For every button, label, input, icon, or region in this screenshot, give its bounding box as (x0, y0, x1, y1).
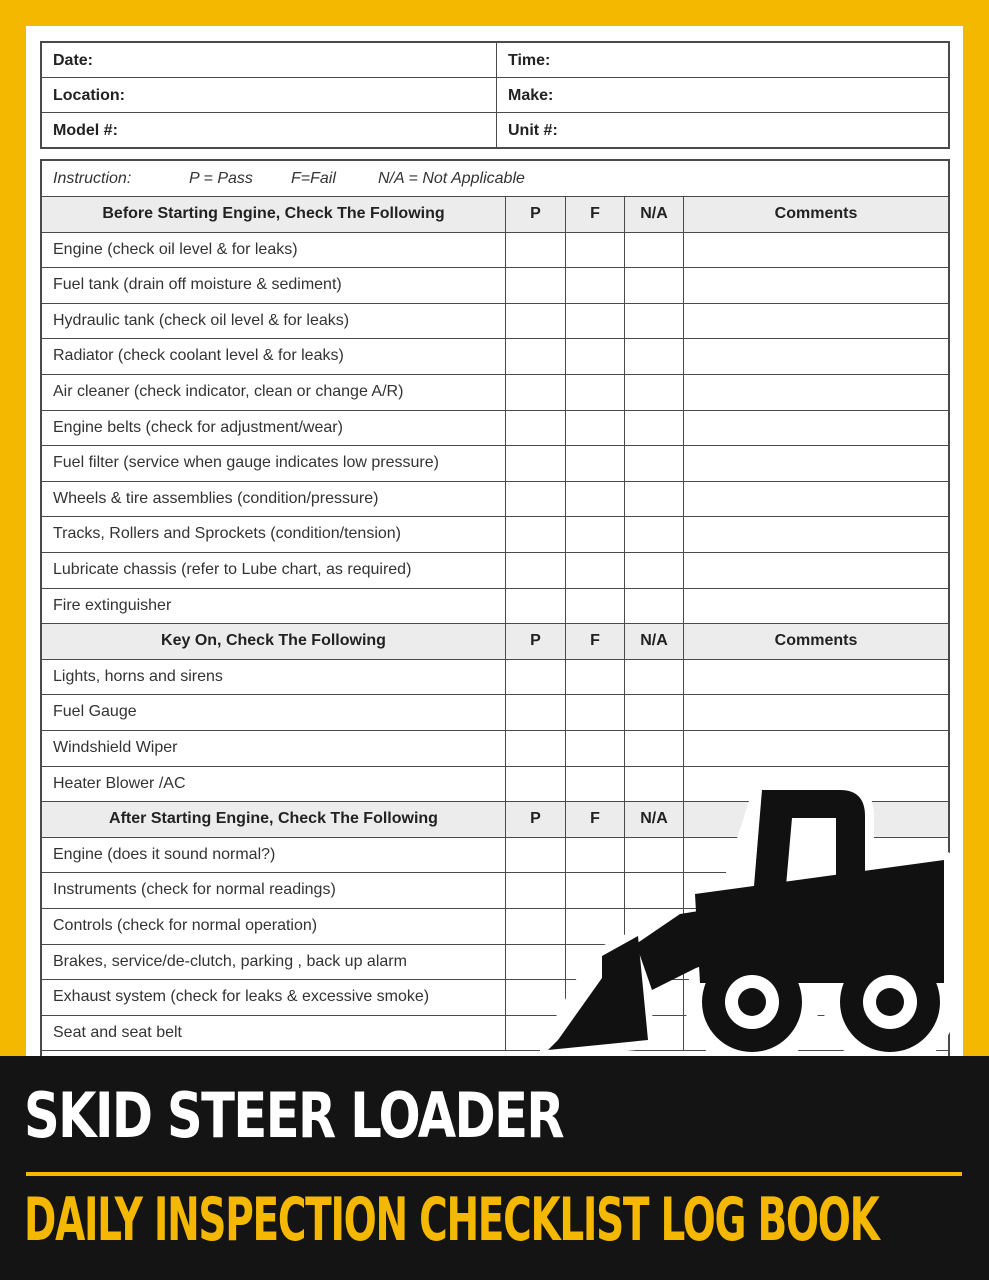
section-heading: Before Starting Engine, Check The Following (42, 197, 506, 232)
skid-steer-loader-icon (540, 778, 960, 1060)
book-title: SKID STEER LOADER (24, 1079, 563, 1152)
na-cell[interactable] (625, 233, 684, 268)
pass-cell[interactable] (506, 553, 566, 588)
checklist-row (42, 304, 948, 340)
check-item-label: Lights, horns and sirens (42, 660, 506, 695)
fail-cell[interactable] (566, 339, 625, 374)
instruction-na: N/A = Not Applicable (378, 170, 525, 187)
column-header-fail: F (566, 624, 625, 659)
comments-cell[interactable] (684, 411, 948, 446)
check-item-label: Brakes, service/de-clutch, parking , back up alarm (42, 945, 506, 980)
checklist-row (42, 339, 948, 375)
check-item-label: Tracks, Rollers and Sprockets (condition/tension) (42, 517, 506, 552)
instruction-row (42, 161, 948, 197)
fail-cell[interactable] (566, 482, 625, 517)
na-cell[interactable] (625, 731, 684, 766)
instruction-fail: F=Fail (291, 170, 336, 187)
fail-cell[interactable] (566, 660, 625, 695)
cover-banner (0, 1056, 989, 1280)
section-header (42, 197, 948, 233)
check-item-label: Radiator (check coolant level & for leaks) (42, 339, 506, 374)
checklist-row (42, 695, 948, 731)
check-item-label: Instruments (check for normal readings) (42, 873, 506, 908)
comments-cell[interactable] (684, 660, 948, 695)
fail-cell[interactable] (566, 375, 625, 410)
na-cell[interactable] (625, 339, 684, 374)
fail-cell[interactable] (566, 517, 625, 552)
check-item-label: Hydraulic tank (check oil level & for leaks) (42, 304, 506, 339)
section-header (42, 624, 948, 660)
check-item-label: Engine (check oil level & for leaks) (42, 233, 506, 268)
check-item-label: Fuel Gauge (42, 695, 506, 730)
model-field[interactable]: Model #: (42, 113, 497, 148)
column-header-comments: Comments (774, 632, 858, 650)
book-subtitle: DAILY INSPECTION CHECKLIST LOG BOOK (24, 1185, 879, 1255)
column-header-pass: P (506, 802, 566, 837)
pass-cell[interactable] (506, 589, 566, 624)
na-cell[interactable] (625, 553, 684, 588)
na-cell[interactable] (625, 695, 684, 730)
info-row-location (42, 78, 948, 113)
pass-cell[interactable] (506, 233, 566, 268)
check-item-label: Engine (does it sound normal?) (42, 838, 506, 873)
checklist-row (42, 553, 948, 589)
pass-cell[interactable] (506, 411, 566, 446)
pass-cell[interactable] (506, 268, 566, 303)
location-field[interactable]: Location: (42, 78, 497, 112)
info-row-model (42, 113, 948, 148)
column-header-pass: P (506, 197, 566, 232)
pass-cell[interactable] (506, 446, 566, 481)
na-cell[interactable] (625, 375, 684, 410)
comments-cell[interactable] (684, 446, 948, 481)
comments-cell[interactable] (684, 589, 948, 624)
instruction-pass: P = Pass (189, 170, 253, 187)
checklist-row (42, 411, 948, 447)
checklist-row (42, 375, 948, 411)
fail-cell[interactable] (566, 446, 625, 481)
fail-cell[interactable] (566, 233, 625, 268)
pass-cell[interactable] (506, 660, 566, 695)
pass-cell[interactable] (506, 482, 566, 517)
pass-cell[interactable] (506, 731, 566, 766)
date-field[interactable]: Date: (42, 43, 497, 77)
column-header-na: N/A (625, 197, 684, 232)
comments-cell[interactable] (684, 517, 948, 552)
column-header-na: N/A (625, 624, 684, 659)
column-header-fail: F (566, 802, 625, 837)
make-field[interactable]: Make: (508, 87, 554, 104)
title-divider (26, 1172, 962, 1176)
check-item-label: Fuel filter (service when gauge indicates low pressure) (42, 446, 506, 481)
check-item-label: Windshield Wiper (42, 731, 506, 766)
comments-cell[interactable] (684, 553, 948, 588)
comments-cell[interactable] (684, 268, 948, 303)
na-cell[interactable] (625, 304, 684, 339)
comments-cell[interactable] (684, 339, 948, 374)
instruction-label: Instruction: (53, 170, 132, 187)
header-info-table (40, 41, 950, 149)
section-heading: After Starting Engine, Check The Following (42, 802, 506, 837)
pass-cell[interactable] (506, 339, 566, 374)
unit-field[interactable]: Unit #: (508, 122, 558, 139)
checklist-row (42, 233, 948, 269)
fail-cell[interactable] (566, 731, 625, 766)
fail-cell[interactable] (566, 268, 625, 303)
fail-cell[interactable] (566, 304, 625, 339)
comments-cell[interactable] (684, 304, 948, 339)
check-item-label: Exhaust system (check for leaks & excessive smoke) (42, 980, 506, 1015)
na-cell[interactable] (625, 411, 684, 446)
fail-cell[interactable] (566, 695, 625, 730)
checklist-row (42, 660, 948, 696)
checklist-row (42, 731, 948, 767)
fail-cell[interactable] (566, 411, 625, 446)
column-header-na: N/A (625, 802, 684, 837)
checklist-row (42, 482, 948, 518)
check-item-label: Wheels & tire assemblies (condition/pressure) (42, 482, 506, 517)
pass-cell[interactable] (506, 304, 566, 339)
na-cell[interactable] (625, 660, 684, 695)
check-item-label: Lubricate chassis (refer to Lube chart, as required) (42, 553, 506, 588)
column-header-comments: Comments (774, 205, 858, 222)
fail-cell[interactable] (566, 553, 625, 588)
na-cell[interactable] (625, 589, 684, 624)
column-header-fail: F (566, 197, 625, 232)
checklist-row (42, 268, 948, 304)
check-item-label: Air cleaner (check indicator, clean or change A/R) (42, 375, 506, 410)
comments-cell[interactable] (684, 375, 948, 410)
check-item-label: Fire extinguisher (42, 589, 506, 624)
na-cell[interactable] (625, 268, 684, 303)
check-item-label: Seat and seat belt (42, 1016, 506, 1051)
check-item-label: Fuel tank (drain off moisture & sediment) (42, 268, 506, 303)
fail-cell[interactable] (566, 589, 625, 624)
section-heading: Key On, Check The Following (42, 624, 506, 659)
pass-cell[interactable] (506, 695, 566, 730)
check-item-label: Controls (check for normal operation) (42, 909, 506, 944)
info-row-date (42, 43, 948, 78)
na-cell[interactable] (625, 446, 684, 481)
comments-cell[interactable] (684, 695, 948, 730)
na-cell[interactable] (625, 517, 684, 552)
column-header-pass: P (506, 624, 566, 659)
na-cell[interactable] (625, 482, 684, 517)
comments-cell[interactable] (684, 731, 948, 766)
time-field[interactable]: Time: (508, 52, 551, 69)
pass-cell[interactable] (506, 375, 566, 410)
pass-cell[interactable] (506, 517, 566, 552)
checklist-row (42, 517, 948, 553)
checklist-row (42, 589, 948, 625)
checklist-row (42, 446, 948, 482)
check-item-label: Engine belts (check for adjustment/wear) (42, 411, 506, 446)
check-item-label: Heater Blower /AC (42, 767, 506, 802)
comments-cell[interactable] (684, 233, 948, 268)
comments-cell[interactable] (684, 482, 948, 517)
